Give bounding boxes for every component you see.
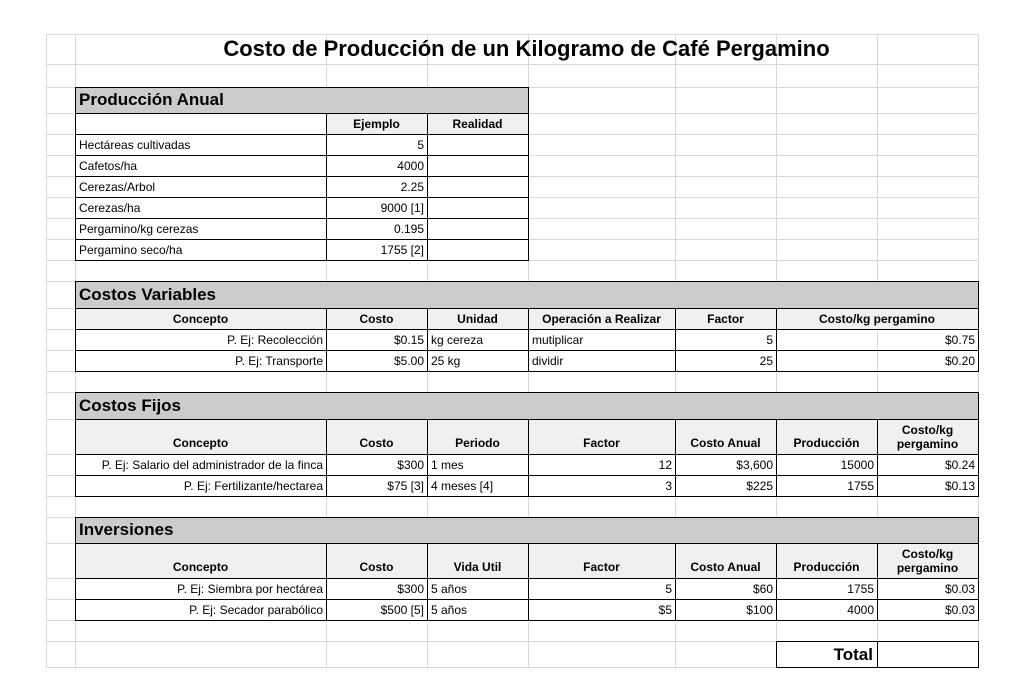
produccion-realidad-value[interactable] (427, 177, 528, 197)
header-factor: Factor (583, 436, 620, 450)
fijos-produccion[interactable]: 15000 (840, 458, 874, 472)
inversiones-factor[interactable]: $5 (658, 603, 672, 617)
inversiones-produccion[interactable]: 1755 (847, 582, 874, 596)
produccion-ejemplo-value[interactable]: 5 (417, 138, 424, 152)
cell-border (75, 392, 979, 393)
cell-border (75, 371, 979, 372)
variables-concepto[interactable]: P. Ej: Recolección (227, 333, 323, 347)
variables-factor[interactable]: 25 (759, 354, 773, 368)
inversiones-costo-anual[interactable]: $60 (752, 582, 773, 596)
inversiones-costo-kg[interactable]: $0.03 (944, 582, 975, 596)
header-concepto: Concepto (172, 312, 229, 326)
header-concepto: Concepto (172, 560, 229, 574)
header-concepto: Concepto (172, 436, 229, 450)
total-value[interactable] (877, 642, 978, 667)
cell-border (75, 260, 529, 261)
cell-border (978, 517, 979, 621)
cell-border (978, 641, 979, 668)
produccion-ejemplo-value[interactable]: 9000 [1] (380, 201, 424, 215)
variables-costo-kg[interactable]: $0.75 (944, 333, 975, 347)
produccion-realidad-value[interactable] (427, 198, 528, 218)
inversiones-vida-util[interactable]: 5 años (431, 603, 468, 617)
fijos-concepto[interactable]: P. Ej: Salario del administrador de la finca (101, 458, 323, 472)
produccion-ejemplo-value[interactable]: 2.25 (400, 180, 424, 194)
inversiones-costo[interactable]: $500 [5] (380, 603, 424, 617)
cell-border (75, 496, 979, 497)
produccion-realidad-value[interactable] (427, 135, 528, 155)
fijos-costo[interactable]: $300 (397, 458, 424, 472)
fijos-costo-kg[interactable]: $0.24 (944, 458, 975, 472)
produccion-realidad-value[interactable] (427, 219, 528, 239)
produccion-label: Hectáreas cultivadas (79, 138, 191, 152)
fijos-costo-kg[interactable]: $0.13 (944, 479, 975, 493)
header-produccion: Producción (793, 436, 860, 450)
section-heading-fijos: Costos Fijos (79, 396, 182, 415)
header-realidad: Realidad (452, 117, 503, 131)
variables-costo[interactable]: $0.15 (393, 333, 424, 347)
variables-costo[interactable]: $5.00 (393, 354, 424, 368)
cell-border (978, 392, 979, 497)
cell-border (978, 281, 979, 372)
variables-operacion[interactable]: mutiplicar (532, 333, 584, 347)
total-label: Total (833, 644, 873, 664)
produccion-label: Pergamino/kg cerezas (79, 222, 199, 236)
inversiones-produccion[interactable]: 4000 (847, 603, 874, 617)
variables-unidad[interactable]: 25 kg (431, 354, 461, 368)
produccion-ejemplo-value[interactable]: 1755 [2] (380, 243, 424, 257)
cell-border (75, 543, 979, 544)
produccion-label: Cerezas/Arbol (79, 180, 156, 194)
produccion-ejemplo-value[interactable]: 4000 (397, 159, 424, 173)
fijos-factor[interactable]: 3 (665, 479, 672, 493)
produccion-label: Pergamino seco/ha (79, 243, 183, 257)
header-costo-anual: Costo Anual (690, 436, 761, 450)
variables-costo-kg[interactable]: $0.20 (944, 354, 975, 368)
fijos-factor[interactable]: 12 (658, 458, 672, 472)
header-operacion: Operación a Realizar (542, 312, 661, 326)
inversiones-concepto[interactable]: P. Ej: Siembra por hectárea (177, 582, 323, 596)
variables-unidad[interactable]: kg cereza (431, 333, 484, 347)
fijos-costo-anual[interactable]: $3,600 (736, 458, 773, 472)
cell-border (75, 419, 979, 420)
variables-operacion[interactable]: dividir (532, 354, 564, 368)
section-heading-produccion: Producción Anual (79, 90, 224, 109)
inversiones-costo[interactable]: $300 (397, 582, 424, 596)
header-costo-kg: Costo/kg pergamino (896, 547, 959, 575)
inversiones-vida-util[interactable]: 5 años (431, 582, 468, 596)
produccion-realidad-value[interactable] (427, 156, 528, 176)
sheet-title: Costo de Producción de un Kilogramo de Café Pergamino (223, 36, 830, 61)
cell-border (75, 281, 979, 282)
header-produccion: Producción (793, 560, 860, 574)
header-unidad: Unidad (457, 312, 498, 326)
fijos-concepto[interactable]: P. Ej: Fertilizante/hectarea (183, 479, 323, 493)
fijos-costo-anual[interactable]: $225 (746, 479, 773, 493)
produccion-label: Cafetos/ha (79, 159, 138, 173)
header-costo: Costo (359, 312, 394, 326)
inversiones-costo-anual[interactable]: $100 (746, 603, 773, 617)
header-vida-util: Vida Util (453, 560, 502, 574)
header-factor: Factor (707, 312, 744, 326)
variables-concepto[interactable]: P. Ej: Transporte (235, 354, 323, 368)
fijos-periodo[interactable]: 1 mes (431, 458, 464, 472)
produccion-realidad-value[interactable] (427, 240, 528, 260)
gridline (46, 64, 979, 65)
variables-factor[interactable]: 5 (766, 333, 773, 347)
header-costo-anual: Costo Anual (690, 560, 761, 574)
fijos-costo[interactable]: $75 [3] (387, 479, 424, 493)
fijos-periodo[interactable]: 4 meses [4] (431, 479, 494, 493)
section-heading-variables: Costos Variables (79, 285, 217, 304)
cell-border (75, 620, 979, 621)
produccion-label: Cerezas/ha (79, 201, 141, 215)
section-heading-inversiones: Inversiones (79, 520, 174, 539)
inversiones-concepto[interactable]: P. Ej: Secador parabólico (189, 603, 323, 617)
cell-border (528, 87, 529, 261)
header-ejemplo: Ejemplo (353, 117, 400, 131)
header-costo-kg: Costo/kg pergamino (818, 312, 935, 326)
header-costo: Costo (359, 560, 394, 574)
inversiones-factor[interactable]: 5 (665, 582, 672, 596)
produccion-ejemplo-value[interactable]: 0.195 (393, 222, 424, 236)
header-costo: Costo (359, 436, 394, 450)
inversiones-costo-kg[interactable]: $0.03 (944, 603, 975, 617)
header-periodo: Periodo (455, 436, 500, 450)
fijos-produccion[interactable]: 1755 (847, 479, 874, 493)
header-costo-kg: Costo/kg pergamino (896, 423, 959, 451)
header-factor: Factor (583, 560, 620, 574)
